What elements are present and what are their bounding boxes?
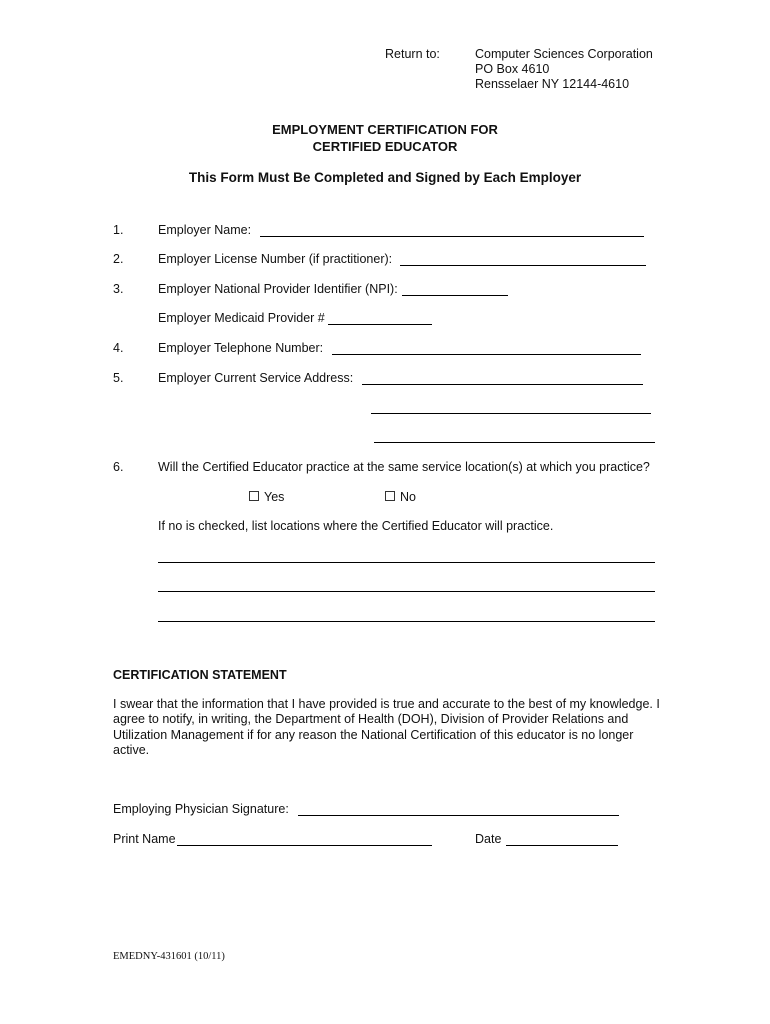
form-title-line-1: EMPLOYMENT CERTIFICATION FOR	[272, 122, 498, 137]
form-subtitle: This Form Must Be Completed and Signed by Each Employer	[188, 170, 582, 185]
location-underline-3	[158, 621, 655, 622]
date-field[interactable]	[506, 831, 618, 845]
certification-heading: CERTIFICATION STATEMENT	[113, 668, 287, 682]
form-title-line-2: CERTIFIED EDUCATOR	[312, 139, 458, 154]
telephone-underline	[332, 354, 641, 355]
medicaid-provider-field[interactable]	[328, 310, 432, 324]
date-label: Date	[475, 832, 502, 846]
field-number-3: 3.	[113, 282, 124, 296]
date-underline	[506, 845, 618, 846]
telephone-field[interactable]	[332, 340, 641, 354]
yes-checkbox[interactable]	[249, 491, 259, 501]
license-number-field[interactable]	[400, 251, 646, 265]
print-name-label: Print Name	[113, 832, 176, 846]
npi-label: Employer National Provider Identifier (NPI):	[158, 282, 398, 296]
return-address-line-1: Computer Sciences Corporation	[475, 47, 653, 61]
form-code-footer: EMEDNY-431601 (10/11)	[113, 951, 225, 962]
service-address-field-2[interactable]	[371, 399, 651, 413]
location-underline-2	[158, 591, 655, 592]
certification-statement: I swear that the information that I have provided is true and accurate to the best of my knowledge. I agree to notify, in writing, the Department of Health (DOH), Division of Provider Relations and Utilization Management if for any reason the National Certification of this educator is no longer active.	[113, 697, 660, 757]
license-number-label: Employer License Number (if practitioner):	[158, 252, 393, 266]
signature-label: Employing Physician Signature:	[113, 802, 289, 816]
no-checkbox[interactable]	[385, 491, 395, 501]
service-address-field-3[interactable]	[374, 428, 655, 442]
no-instruction: If no is checked, list locations where the Certified Educator will practice.	[158, 519, 554, 533]
no-option[interactable]	[385, 490, 416, 504]
return-address-line-2: PO Box 4610	[475, 62, 550, 76]
field-number-1: 1.	[113, 223, 124, 237]
service-address-underline-3	[374, 442, 655, 443]
npi-underline	[402, 295, 508, 296]
location-underline-1	[158, 562, 655, 563]
location-field-1[interactable]	[158, 548, 655, 562]
employer-name-underline	[260, 236, 644, 237]
medicaid-provider-underline	[328, 324, 432, 325]
service-address-underline-2	[371, 413, 651, 414]
yes-label: Yes	[264, 490, 285, 504]
print-name-underline	[177, 845, 432, 846]
location-field-3[interactable]	[158, 607, 655, 621]
yes-option[interactable]	[249, 490, 284, 504]
field-number-2: 2.	[113, 252, 124, 266]
return-address-line-3: Rensselaer NY 12144-4610	[475, 77, 630, 91]
employer-name-field[interactable]	[260, 222, 644, 236]
practice-location-question: Will the Certified Educator practice at the same service location(s) at which you practice?	[158, 460, 650, 474]
signature-underline	[298, 815, 619, 816]
print-name-field[interactable]	[177, 831, 432, 845]
service-address-label: Employer Current Service Address:	[158, 371, 354, 385]
field-number-4: 4.	[113, 341, 124, 355]
field-number-5: 5.	[113, 371, 124, 385]
field-number-6: 6.	[113, 460, 124, 474]
medicaid-provider-label: Employer Medicaid Provider #	[158, 311, 325, 325]
telephone-label: Employer Telephone Number:	[158, 341, 324, 355]
service-address-field-1[interactable]	[362, 370, 643, 384]
npi-field[interactable]	[402, 281, 508, 295]
signature-field[interactable]	[298, 801, 619, 815]
employer-name-label: Employer Name:	[158, 223, 252, 237]
service-address-underline-1	[362, 384, 643, 385]
license-number-underline	[400, 265, 646, 266]
return-to-label: Return to:	[385, 47, 440, 61]
no-label: No	[400, 490, 416, 504]
location-field-2[interactable]	[158, 577, 655, 591]
